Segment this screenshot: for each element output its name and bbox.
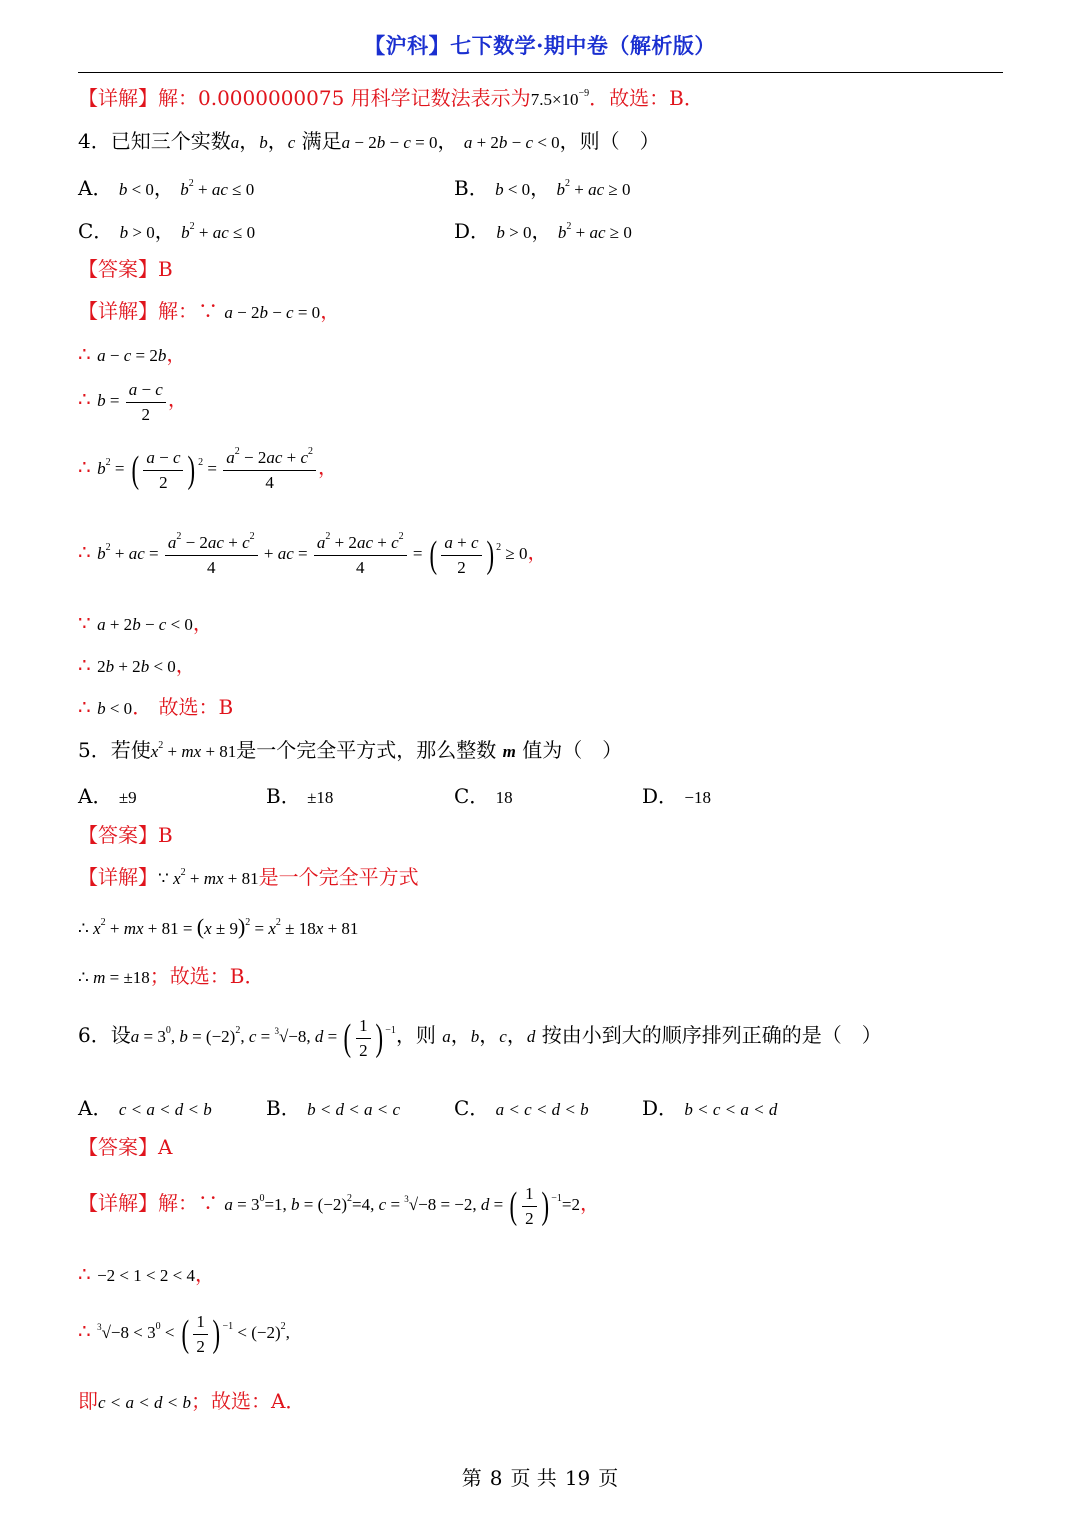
q4-answer: 【答案】B bbox=[78, 257, 173, 281]
q4-detail-line-6: ∵ a + 2b − c < 0， bbox=[78, 611, 213, 635]
page-footer: 第 8 页 共 19 页 bbox=[461, 1466, 619, 1490]
q4-detail-line-7: ∴ 2b + 2b < 0， bbox=[78, 653, 196, 677]
q4-option-b[interactable]: B． b < 0， $b^2$ + ac ≥ 0 bbox=[454, 176, 631, 200]
q4-detail-line-4: ∴ $b^2$ = ( $\frac{a - c}{2}$ ) $^2$ = $\frac{a^2 - 2ac + c^2}{4}$ ， bbox=[78, 446, 339, 492]
q4-option-d[interactable]: D． b > 0， $b^2$ + ac ≥ 0 bbox=[454, 219, 632, 243]
q4-detail-line-1: 【详解】解：∵ a − 2b − c = 0， bbox=[78, 299, 341, 323]
page-header-title: 【沪科】七下数学·期中卷（解析版） bbox=[364, 33, 716, 58]
q4-detail-line-2: ∴ a − c = 2b， bbox=[78, 342, 187, 366]
q5-expression: $x^2$ + mx + 81 bbox=[150, 740, 237, 761]
q4-stem: 4．已知三个实数a，b，c 满足a − 2b − c = 0， a + 2b − c < 0，则（ ） bbox=[78, 129, 660, 153]
q4-detail-line-5: ∴ $b^2$ + ac = $\frac{a^2 - 2ac + c^2}{4}$ + ac = $\frac{a^2 + 2ac + c^2}{4}$ = ( $\frac{a + c}{2}$ ) $^2$ ≥ 0， bbox=[78, 531, 548, 577]
q6-stem: 6．设$a = 3^0$, $b = (-2)^2$, c = $^3$√−8, d = ( $\frac{1}{2}$ ) $^{-1}$，则 a，b，c，d 按由小到大的顺序排列正确的是（ ） bbox=[78, 1016, 882, 1060]
q5-answer: 【答案】B bbox=[78, 823, 173, 847]
q6-option-b[interactable]: B． b < d < a < c bbox=[266, 1096, 401, 1120]
header-rule bbox=[78, 72, 1003, 73]
current-page: 8 bbox=[489, 1466, 503, 1490]
q4-option-a[interactable]: A． b < 0， $b^2$ + ac ≤ 0 bbox=[78, 176, 255, 200]
q6-option-c[interactable]: C． a < c < d < b bbox=[454, 1096, 589, 1120]
q4-detail-line-8: ∴ b < 0． 故选：B bbox=[78, 695, 234, 719]
q6-definitions: $a = 3^0$, $b = (-2)^2$, c = $^3$√−8, d = ( $\frac{1}{2}$ ) $^{-1}$ bbox=[130, 1016, 396, 1060]
q4-condition-2: a + 2b − c < 0 bbox=[463, 133, 560, 152]
q6-detail-line-3: ∴ $^3√-8 < 3^0$ < ( $\frac{1}{2}$ ) $^{-1} < (-2)^2$, bbox=[78, 1312, 290, 1356]
q6-conclusion: 即c < a < d < b；故选：A． bbox=[78, 1389, 306, 1413]
q3-detail-line bbox=[78, 86, 704, 110]
q6-detail-line-2: ∴ −2 < 1 < 2 < 4， bbox=[78, 1262, 215, 1286]
q4-option-c[interactable]: C． b > 0， $b^2$ + ac ≤ 0 bbox=[78, 219, 256, 243]
q6-answer: 【答案】A bbox=[78, 1135, 173, 1159]
q5-option-d[interactable]: D． −18 bbox=[642, 784, 711, 808]
q6-option-d[interactable]: D． b < c < a < d bbox=[642, 1096, 778, 1120]
q3-result-math: $7.5\times 10^{-9}$ bbox=[530, 88, 590, 109]
q5-detail-line-1: 【详解】∵ $x^2$ + mx + 81是一个完全平方式 bbox=[78, 865, 419, 889]
q5-option-c[interactable]: C． 18 bbox=[454, 784, 513, 808]
q6-detail-line-1: 【详解】解：∵ $a = 3^0=1$, $b = (-2)^2=4$, c = $^3$√−8 = −2, d = ( $\frac{1}{2}$ ) $^{-1}$=2， bbox=[78, 1184, 601, 1228]
detail-tag: 【详解】 bbox=[78, 86, 158, 110]
q4-condition-1: a − 2b − c = 0 bbox=[341, 133, 438, 152]
q3-choose: ．故选：B． bbox=[589, 86, 704, 110]
q5-stem: 5．若使$x^2$ + mx + 81是一个完全平方式，那么整数 m 值为（ ） bbox=[78, 738, 623, 762]
total-pages: 19 bbox=[564, 1466, 591, 1490]
q5-detail-line-2: ∴ $x^2$ + mx + $81 = (x \pm 9)^2 = x^2 \pm 18x + 81$ bbox=[78, 914, 359, 939]
q3-detail-text: 解：0.0000000075 用科学记数法表示为 bbox=[158, 86, 531, 110]
q4-detail-line-3: ∴ b = $\frac{a - c}{2}$ ， bbox=[78, 380, 188, 424]
q5-option-a[interactable]: A． ±9 bbox=[78, 784, 137, 808]
q6-option-a[interactable]: A． c < a < d < b bbox=[78, 1096, 212, 1120]
q5-detail-line-3: ∴ m = ±18；故选：B． bbox=[78, 964, 265, 988]
q5-option-b[interactable]: B． ±18 bbox=[266, 784, 334, 808]
